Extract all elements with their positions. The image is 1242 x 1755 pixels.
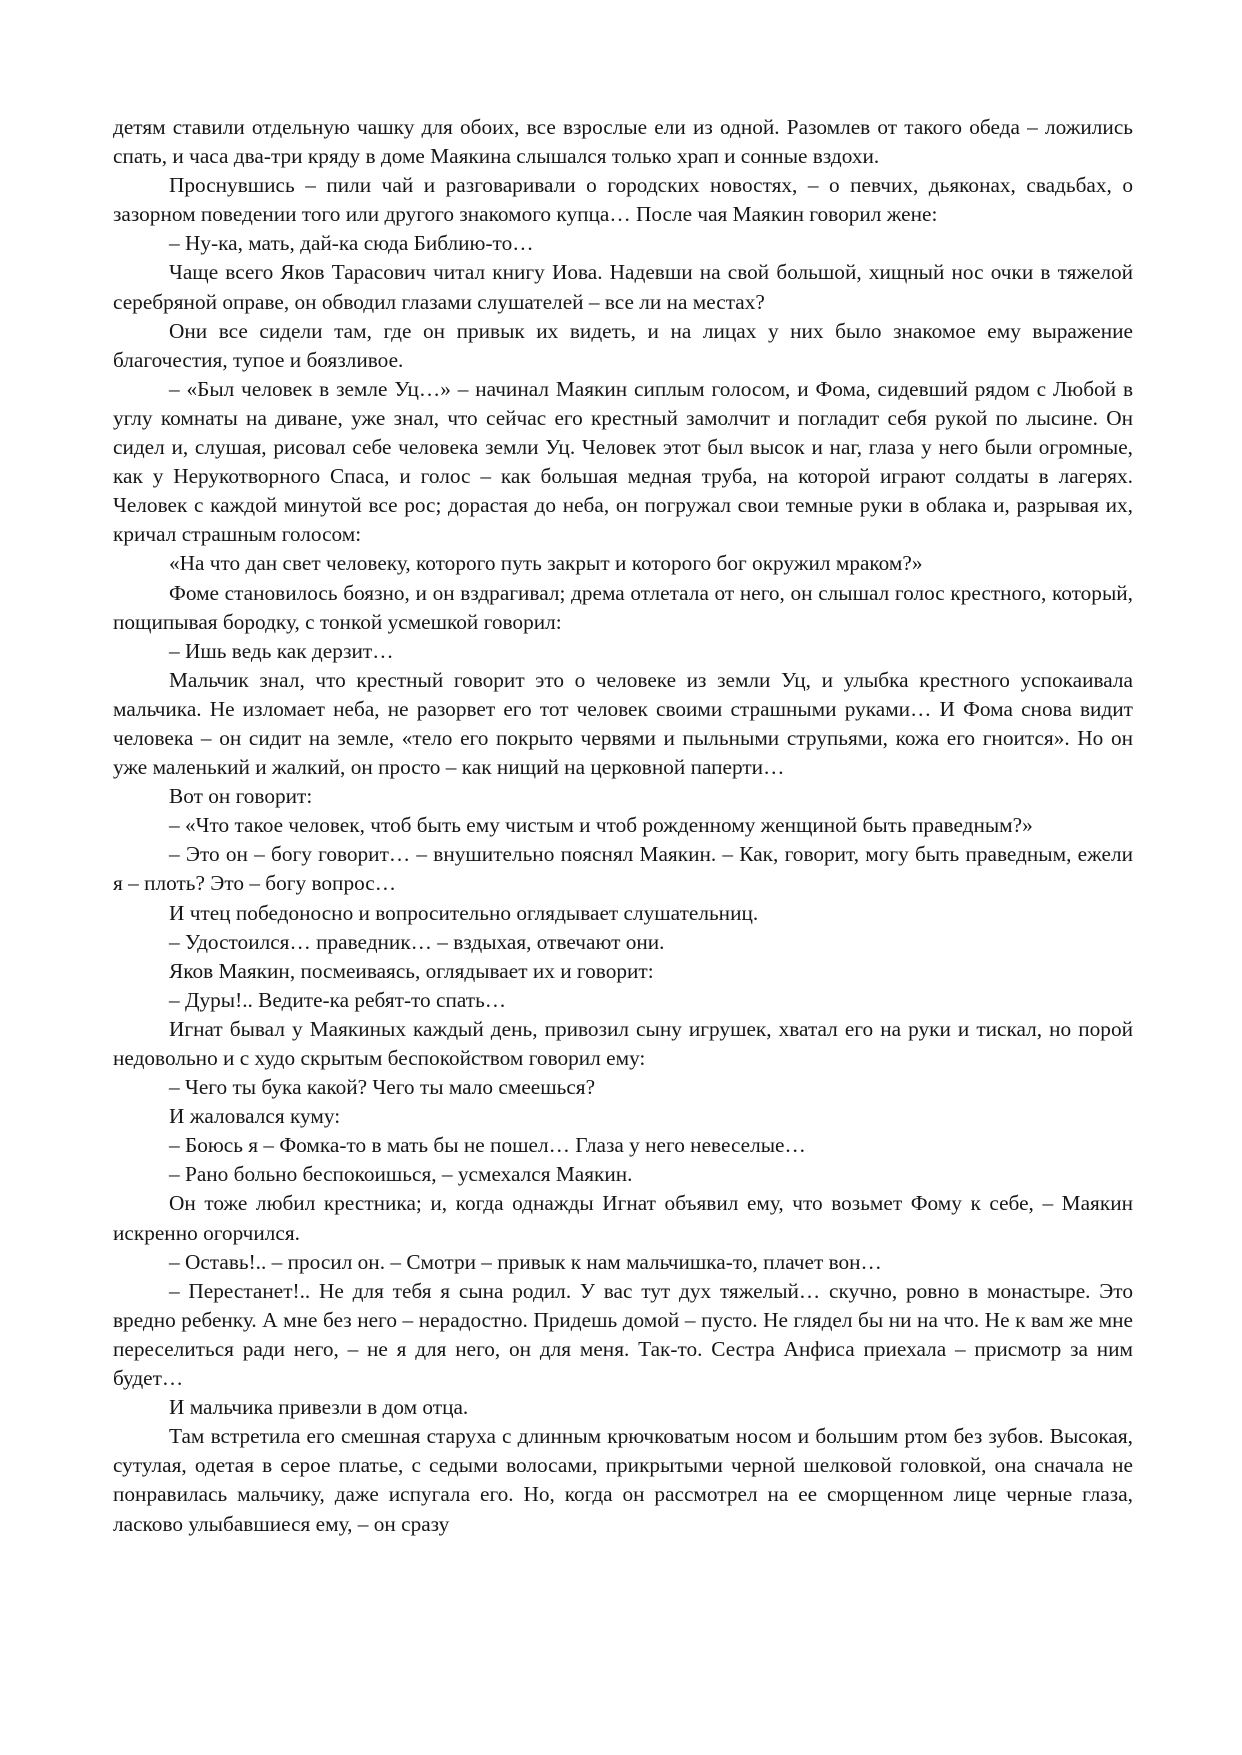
- paragraph-6: – «Был человек в земле Уц…» – начинал Маякин сиплым голосом, и Фома, сидевший рядом с Любой в углу комнаты на диване, уже знал, что сейчас его крестный замолчит и погладит себя рукой по лысине. Он сидел и, слушая, рисовал себе человека земли Уц. Человек этот был высок и наг, глаза у него были огромные, как у Нерукотворного Спаса, и голос – как большая медная труба, на которой играют солдаты в лагерях. Человек с каждой минутой все рос; дорастая до неба, он погружал свои темные руки в облака и, разрывая их, кричал страшным голосом:: [113, 376, 1133, 547]
- paragraph-21: – Боюсь я – Фомка-то в мать бы не пошел… Глаза у него невеселые…: [169, 1133, 806, 1158]
- paragraph-2: Проснувшись – пили чай и разговаривали о городских новостях, – о певчих, дьяконах, свадьбах, о зазорном поведении того или другого знакомого купца… После чая Маякин говорил жене:: [113, 173, 1133, 227]
- paragraph-26: И мальчика привезли в дом отца.: [169, 1395, 469, 1420]
- paragraph-7: «На что дан свет человеку, которого путь закрыт и которого бог окружил мраком?»: [169, 551, 923, 576]
- paragraph-15: – Удостоился… праведник… – вздыхая, отвечают они.: [169, 929, 665, 954]
- book-page: [113, 113, 1133, 1539]
- paragraph-12: – «Что такое человек, чтоб быть ему чистым и чтоб рожденному женщиной быть праведным?»: [169, 813, 1033, 838]
- paragraph-4: Чаще всего Яков Тарасович читал книгу Иова. Надевши на свой большой, хищный нос очки в тяжелой серебряной оправе, он обводил глазами слушателей – все ли на местах?: [113, 260, 1133, 314]
- paragraph-17: – Дуры!.. Ведите-ка ребят-то спать…: [169, 987, 507, 1012]
- paragraph-13: – Это он – богу говорит… – внушительно пояснял Маякин. – Как, говорит, могу быть праведным, ежели я – плоть? Это – богу вопрос…: [113, 842, 1133, 896]
- paragraph-25: – Перестанет!.. Не для тебя я сына родил. У вас тут дух тяжелый… скучно, ровно в монастыре. Это вредно ребенку. А мне без него – нерадостно. Придешь домой – пусто. Не глядел бы ни на что. Не к вам же мне переселиться ради него, – не я для него, он для меня. Так-то. Сестра Анфиса приехала – присмотр за ним будет…: [113, 1278, 1133, 1391]
- paragraph-1: детям ставили отдельную чашку для обоих, все взрослые ели из одной. Разомлев от такого обеда – ложились спать, и часа два-три кряду в доме Маякина слышался только храп и сонные вздохи.: [113, 115, 1133, 169]
- paragraph-23: Он тоже любил крестника; и, когда однажды Игнат объявил ему, что возьмет Фому к себе, – Маякин искренно огорчился.: [113, 1191, 1133, 1245]
- paragraph-3: – Ну-ка, мать, дай-ка сюда Библию-то…: [169, 231, 534, 256]
- paragraph-14: И чтец победоносно и вопросительно оглядывает слушательниц.: [169, 900, 759, 925]
- paragraph-24: – Оставь!.. – просил он. – Смотри – привык к нам мальчишка-то, плачет вон…: [169, 1249, 882, 1274]
- paragraph-19: – Чего ты бука какой? Чего ты мало смеешься?: [169, 1075, 596, 1100]
- paragraph-22: – Рано больно беспокоишься, – усмехался Маякин.: [169, 1162, 633, 1187]
- paragraph-5: Они все сидели там, где он привык их видеть, и на лицах у них было знакомое ему выражение благочестия, тупое и боязливое.: [113, 318, 1133, 372]
- paragraph-8: Фоме становилось боязно, и он вздрагивал; дрема отлетала от него, он слышал голос крестного, который, пощипывая бородку, с тонкой усмешкой говорил:: [113, 580, 1133, 634]
- paragraph-10: Мальчик знал, что крестный говорит это о человеке из земли Уц, и улыбка крестного успокаивала мальчика. Не изломает неба, не разорвет его тот человек своими страшными руками… И Фома снова видит человека – он сидит на земле, «тело его покрыто червями и пыльными струпьями, кожа его гноится». Но он уже маленький и жалкий, он просто – как нищий на церковной паперти…: [113, 667, 1133, 780]
- paragraph-9: – Ишь ведь как дерзит…: [169, 638, 394, 663]
- paragraph-16: Яков Маякин, посмеиваясь, оглядывает их и говорит:: [169, 958, 654, 983]
- paragraph-11: Вот он говорит:: [169, 784, 313, 809]
- paragraph-20: И жаловался куму:: [169, 1104, 341, 1129]
- paragraph-27: Там встретила его смешная старуха с длинным крючковатым носом и большим ртом без зубов. Высокая, сутулая, одетая в серое платье, с седыми волосами, прикрытыми черной шелковой головкой, она сначала не понравилась мальчику, даже испугала его. Но, когда он рассмотрел на ее сморщенном лице черные глаза, ласково улыбавшиеся ему, – он сразу: [113, 1424, 1133, 1536]
- paragraph-18: Игнат бывал у Маякиных каждый день, привозил сыну игрушек, хватал его на руки и тискал, но порой недовольно и с худо скрытым беспокойством говорил ему:: [113, 1016, 1133, 1070]
